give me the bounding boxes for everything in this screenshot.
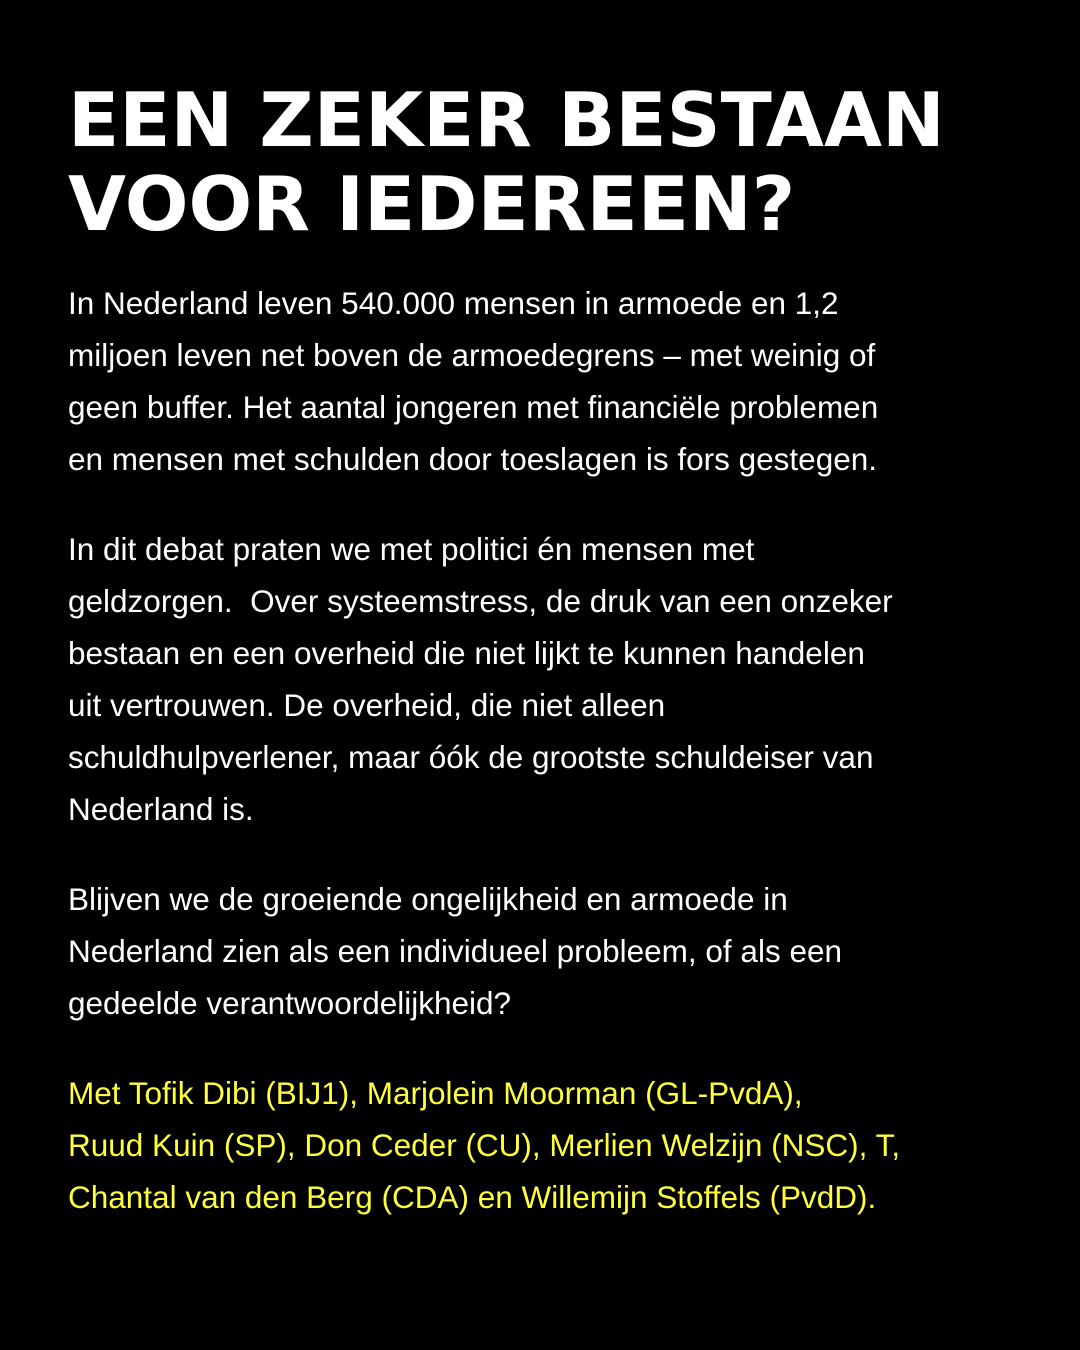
intro-line: miljoen leven net boven de armoedegrens – met weinig of — [68, 337, 876, 373]
intro-line: geen buffer. Het aantal jongeren met financiële problemen — [68, 389, 879, 425]
debate-line: uit vertrouwen. De overheid, die niet alleen — [68, 687, 666, 723]
page-title — [68, 78, 1028, 246]
intro-line: en mensen met schulden door toeslagen is fors gestegen. — [68, 441, 878, 477]
debate-line: Nederland is. — [68, 791, 254, 827]
question-line: Nederland zien als een individueel probleem, of als een — [68, 933, 842, 969]
question-paragraph — [68, 873, 1028, 1029]
question-line: gedeelde verantwoordelijkheid? — [68, 985, 512, 1021]
intro-paragraph — [68, 277, 1028, 485]
question-line: Blijven we de groeiende ongelijkheid en armoede in — [68, 881, 788, 917]
speakers-paragraph — [68, 1067, 1028, 1223]
speakers-line: Chantal van den Berg (CDA) en Willemijn Stoffels (PvdD). — [68, 1179, 877, 1215]
speakers-line: Ruud Kuin (SP), Don Ceder (CU), Merlien Welzijn (NSC), T, — [68, 1127, 901, 1163]
debate-line: In dit debat praten we met politici én mensen met — [68, 531, 755, 567]
debate-paragraph — [68, 523, 1028, 835]
debate-line: geldzorgen. Over systeemstress, de druk van een onzeker — [68, 583, 893, 619]
debate-line: bestaan en een overheid die niet lijkt te kunnen handelen — [68, 635, 865, 671]
speakers-line: Met Tofik Dibi (BIJ1), Marjolein Moorman (GL-PvdA), — [68, 1075, 803, 1111]
title-line-1: EEN ZEKER BESTAAN — [68, 76, 945, 164]
title-line-2: VOOR IEDEREEN? — [68, 160, 796, 248]
intro-line: In Nederland leven 540.000 mensen in armoede en 1,2 — [68, 285, 839, 321]
debate-line: schuldhulpverlener, maar óók de grootste schuldeiser van — [68, 739, 874, 775]
